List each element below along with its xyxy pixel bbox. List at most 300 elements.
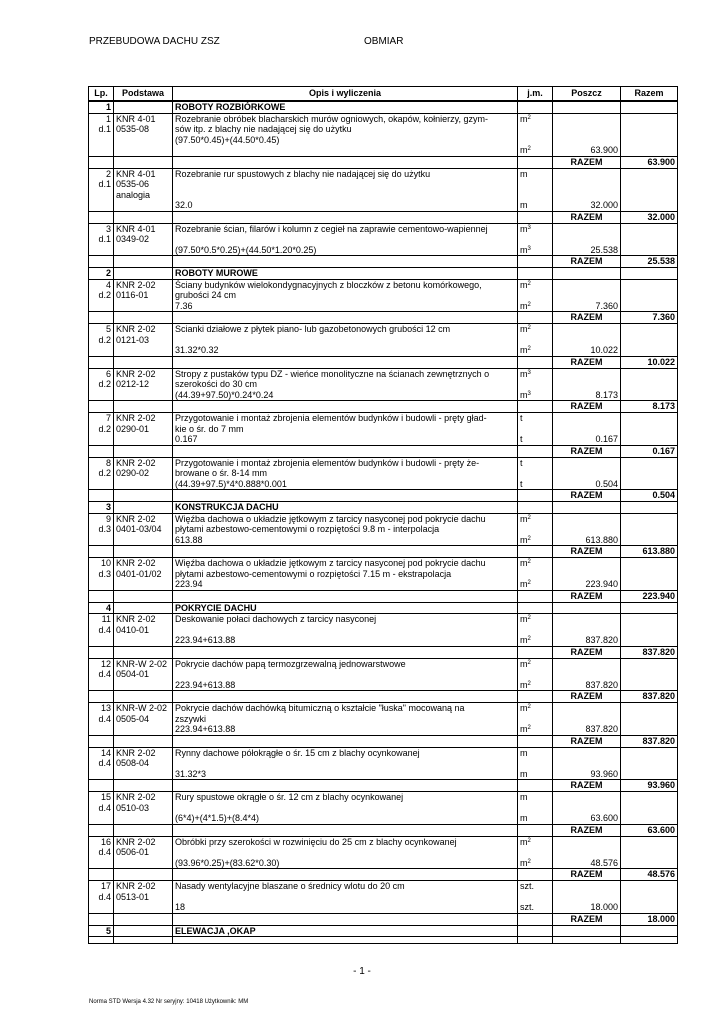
podstawa-cell [114,902,173,913]
lp-cell: d.1 [89,234,114,245]
podstawa-cell [114,345,173,356]
poszcz-cell [553,124,621,135]
lp-cell [89,145,114,156]
podstawa-cell: 0513-01 [114,892,173,903]
poszcz-cell [553,836,621,847]
razem-cell [621,724,678,735]
table-row [89,245,678,256]
podstawa-cell [114,312,173,324]
razem-cell [621,135,678,146]
lp-cell [89,190,114,201]
unit-cell: $m^2$ [518,614,553,625]
unit-cell: t [518,457,553,468]
lp-cell: 8 [89,457,114,468]
lp-cell [89,401,114,413]
lp-cell: 4 [89,602,114,614]
podstawa-cell: KNR 2-02 [114,558,173,569]
opis-cell [173,156,518,168]
lp-cell [89,156,114,168]
table-row [89,479,678,490]
podstawa-cell: KNR 2-02 [114,747,173,758]
table-row [89,368,678,379]
podstawa-cell [114,579,173,590]
podstawa-cell [114,434,173,445]
unit-cell [518,892,553,903]
razem-cell [621,925,678,937]
podstawa-cell [114,602,173,614]
razem-label: RAZEM [553,156,621,168]
unit-cell: $m^2$ [518,345,553,356]
razem-cell [621,268,678,280]
razem-cell [621,434,678,445]
podstawa-cell: 0116-01 [114,290,173,301]
podstawa-cell [114,535,173,546]
razem-cell [621,124,678,135]
razem-value: 0.504 [621,490,678,502]
unit-cell [518,335,553,346]
podstawa-cell [114,813,173,824]
unit-cell: t [518,434,553,445]
table-row [89,179,678,190]
unit-cell [518,691,553,703]
lp-cell [89,390,114,401]
lp-cell [89,200,114,211]
unit-cell: $m^2$ [518,324,553,335]
podstawa-cell: KNR 2-02 [114,324,173,335]
razem-row [89,445,678,457]
opis-cell: Więźba dachowa o układzie jętkowym z tarcicy nasyconej pod pokrycie dachu [173,513,518,524]
table-row [89,614,678,625]
table-row [89,625,678,636]
lp-cell: d.2 [89,424,114,435]
podstawa-cell [114,724,173,735]
opis-cell: browane o śr. 8-14 mm [173,468,518,479]
opis-cell: 223.94+613.88 [173,635,518,646]
column-header-lp: Lp. [89,87,114,102]
unit-exponent: 2 [527,659,531,666]
razem-value: 10.022 [621,356,678,368]
opis-cell [173,803,518,814]
unit-cell [518,735,553,747]
poszcz-cell [553,524,621,535]
lp-cell: d.4 [89,669,114,680]
opis-cell [173,546,518,558]
opis-cell: 7.36 [173,301,518,312]
poszcz-cell [553,803,621,814]
unit-cell [518,847,553,858]
unit-cell: $m^2$ [518,145,553,156]
unit-cell: szt. [518,881,553,892]
podstawa-cell: KNR 2-02 [114,614,173,625]
podstawa-cell: analogia [114,190,173,201]
lp-cell: d.1 [89,179,114,190]
poszcz-cell [553,925,621,937]
podstawa-cell: KNR 4-01 [114,168,173,179]
poszcz-cell [553,502,621,514]
poszcz-cell [553,558,621,569]
table-row [89,190,678,201]
opis-cell: Stropy z pustaków typu DZ - wieńce monolityczne na ścianach zewnętrznych o [173,368,518,379]
podstawa-cell [114,502,173,514]
opis-cell [173,490,518,502]
unit-cell: $m^2$ [518,113,553,124]
unit-exponent: 2 [527,725,531,731]
razem-cell [621,892,678,903]
unit-exponent: 2 [527,346,531,352]
lp-cell: 14 [89,747,114,758]
razem-row [89,356,678,368]
razem-row [89,546,678,558]
lp-cell [89,913,114,925]
poszcz-cell [553,379,621,390]
podstawa-cell [114,145,173,156]
table-row [89,200,678,211]
opis-cell [173,356,518,368]
table-row [89,714,678,725]
lp-cell: 12 [89,658,114,669]
opis-cell [173,937,518,944]
unit-cell: szt. [518,902,553,913]
podstawa-cell: 0504-01 [114,669,173,680]
lp-cell: d.4 [89,892,114,903]
razem-label: RAZEM [553,824,621,836]
lp-cell: 6 [89,368,114,379]
razem-cell [621,558,678,569]
lp-cell: d.4 [89,758,114,769]
opis-cell: Przygotowanie i montaż zbrojenia elementów budynków i budowli - pręty gład- [173,413,518,424]
unit-cell [518,234,553,245]
opis-cell [173,758,518,769]
poszcz-cell [553,179,621,190]
table-row [89,535,678,546]
razem-row [89,646,678,658]
razem-cell [621,245,678,256]
opis-cell: Pokrycie dachów papą termozgrzewalną jednowarstwowe [173,658,518,669]
podstawa-cell: KNR 2-02 [114,792,173,803]
table-row [89,635,678,646]
table-row [89,524,678,535]
lp-cell: 1 [89,113,114,124]
unit-cell: $m^2$ [518,635,553,646]
lp-cell [89,869,114,881]
measurement-table-body [89,101,678,944]
unit-cell: $m^2$ [518,703,553,714]
unit-cell [518,869,553,881]
unit-cell [518,590,553,602]
razem-row [89,691,678,703]
lp-cell: 16 [89,836,114,847]
opis-cell: kie o śr. do 7 mm [173,424,518,435]
unit-cell [518,401,553,413]
podstawa-cell [114,735,173,747]
poszcz-cell [553,658,621,669]
unit-exponent: 2 [527,615,531,621]
razem-label: RAZEM [553,869,621,881]
razem-label: RAZEM [553,211,621,223]
table-row [89,457,678,468]
opis-cell [173,312,518,324]
lp-cell: d.4 [89,625,114,636]
razem-cell [621,335,678,346]
table-row [89,902,678,913]
unit-cell: m [518,769,553,780]
razem-cell [621,569,678,580]
unit-cell [518,135,553,146]
table-row [89,703,678,714]
razem-cell [621,937,678,944]
podstawa-cell [114,590,173,602]
table-row [89,836,678,847]
razem-cell [621,457,678,468]
table-row [89,669,678,680]
razem-row [89,490,678,502]
razem-value: 0.167 [621,445,678,457]
unit-cell [518,925,553,937]
unit-cell [518,124,553,135]
lp-cell [89,479,114,490]
unit-exponent: 3 [527,369,531,376]
poszcz-cell [553,602,621,614]
razem-cell [621,290,678,301]
unit-cell [518,524,553,535]
table-row [89,135,678,146]
lp-cell [89,646,114,658]
razem-cell [621,301,678,312]
opis-cell [173,256,518,268]
razem-label: RAZEM [553,691,621,703]
unit-cell: $m^2$ [518,558,553,569]
document-header-section: OBMIAR [364,36,404,47]
unit-cell: t [518,479,553,490]
poszcz-cell [553,223,621,234]
razem-cell [621,179,678,190]
unit-exponent: 2 [527,325,531,331]
podstawa-cell [114,268,173,280]
razem-cell [621,413,678,424]
column-header-podstawa: Podstawa [114,87,173,102]
razem-value: 25.538 [621,256,678,268]
unit-cell: m [518,747,553,758]
razem-value: 837.820 [621,691,678,703]
opis-cell [173,847,518,858]
lp-cell [89,312,114,324]
razem-cell [621,579,678,590]
razem-row [89,256,678,268]
poszcz-cell [553,113,621,124]
podstawa-cell: KNR 4-01 [114,223,173,234]
opis-cell: (44.39+97.5)*4*0.888*0.001 [173,479,518,490]
opis-cell [173,234,518,245]
poszcz-cell [553,513,621,524]
footer-software-info: Norma STD Wersja 4.32 Nr seryjny: 10418 Użytkownik: MM [89,999,249,1005]
podstawa-cell [114,646,173,658]
poszcz-cell [553,792,621,803]
lp-cell [89,211,114,223]
table-row [89,558,678,569]
unit-cell: t [518,413,553,424]
unit-cell: m [518,792,553,803]
lp-cell [89,535,114,546]
table-row [89,680,678,691]
razem-value: 48.576 [621,869,678,881]
podstawa-cell: KNR 4-01 [114,113,173,124]
razem-cell [621,714,678,725]
lp-cell [89,902,114,913]
poszcz-cell [553,625,621,636]
opis-cell [173,869,518,881]
unit-cell [518,490,553,502]
razem-cell [621,513,678,524]
podstawa-cell: 0290-01 [114,424,173,435]
table-header-row [89,87,678,102]
opis-cell: ROBOTY ROZBIÓRKOWE [173,101,518,113]
razem-cell [621,345,678,356]
podstawa-cell [114,546,173,558]
podstawa-cell: KNR 2-02 [114,457,173,468]
razem-cell [621,881,678,892]
table-row [89,658,678,669]
unit-exponent: 2 [527,146,531,152]
table-row [89,301,678,312]
razem-value: 18.000 [621,913,678,925]
unit-cell [518,913,553,925]
lp-cell [89,256,114,268]
table-row [89,424,678,435]
table-row [89,813,678,824]
poszcz-cell: 48.576 [553,858,621,869]
podstawa-cell [114,937,173,944]
unit-cell [518,502,553,514]
unit-exponent: 2 [527,636,531,642]
poszcz-cell: 10.022 [553,345,621,356]
opis-cell: KONSTRUKCJA DACHU [173,502,518,514]
section-row [89,101,678,113]
section-row [89,502,678,514]
poszcz-cell: 7.360 [553,301,621,312]
opis-cell: grubości 24 cm [173,290,518,301]
podstawa-cell: KNR-W 2-02 [114,703,173,714]
podstawa-cell: KNR 2-02 [114,368,173,379]
table-row [89,279,678,290]
opis-cell: Deskowanie połaci dachowych z tarcicy nasyconej [173,614,518,625]
podstawa-cell [114,401,173,413]
opis-cell: Nasady wentylacyjne blaszane o średnicy wlotu do 20 cm [173,881,518,892]
lp-cell: 3 [89,502,114,514]
razem-cell [621,390,678,401]
razem-cell [621,535,678,546]
razem-cell [621,223,678,234]
unit-cell: $m^2$ [518,724,553,735]
table-row [89,413,678,424]
opis-cell: Rozebranie obróbek blacharskich murów ogniowych, okapów, kołnierzy, gzym- [173,113,518,124]
unit-cell: $m^2$ [518,836,553,847]
unit-cell [518,669,553,680]
podstawa-cell: KNR 2-02 [114,413,173,424]
table-row [89,892,678,903]
razem-row [89,312,678,324]
opis-cell: Obróbki przy szerokości w rozwinięciu do 25 cm z blachy ocynkowanej [173,836,518,847]
unit-cell [518,780,553,792]
poszcz-cell [553,847,621,858]
podstawa-cell: 0535-06 [114,179,173,190]
razem-cell [621,836,678,847]
razem-value: 8.173 [621,401,678,413]
opis-cell: ELEWACJA ,OKAP [173,925,518,937]
table-row [89,290,678,301]
podstawa-cell: 0410-01 [114,625,173,636]
lp-cell [89,135,114,146]
razem-value: 93.960 [621,780,678,792]
poszcz-cell: 93.960 [553,769,621,780]
table-row [89,579,678,590]
podstawa-cell [114,925,173,937]
lp-cell [89,490,114,502]
table-row [89,747,678,758]
table-row [89,758,678,769]
opis-cell [173,913,518,925]
lp-cell [89,434,114,445]
razem-label: RAZEM [553,256,621,268]
unit-cell [518,824,553,836]
podstawa-cell: 0401-01/02 [114,569,173,580]
podstawa-cell [114,680,173,691]
unit-cell [518,625,553,636]
opis-cell: POKRYCIE DACHU [173,602,518,614]
opis-cell: Więźba dachowa o układzie jętkowym z tarcicy nasyconej pod pokrycie dachu [173,558,518,569]
poszcz-cell [553,413,621,424]
unit-exponent: 2 [527,704,531,710]
unit-cell: $m^2$ [518,658,553,669]
opis-cell [173,691,518,703]
poszcz-cell [553,881,621,892]
opis-cell: 32.0 [173,200,518,211]
poszcz-cell [553,268,621,280]
razem-cell [621,792,678,803]
opis-cell: zszywki [173,714,518,725]
opis-cell: Przygotowanie i montaż zbrojenia elementów budynków i budowli - pręty że- [173,457,518,468]
unit-cell [518,424,553,435]
lp-cell: 9 [89,513,114,524]
podstawa-cell: 0535-08 [114,124,173,135]
razem-cell [621,379,678,390]
opis-cell [173,401,518,413]
measurement-table [88,86,678,944]
razem-row [89,869,678,881]
lp-cell [89,824,114,836]
unit-cell [518,569,553,580]
razem-cell [621,279,678,290]
opis-cell [173,211,518,223]
page-number: - 1 - [353,966,371,977]
opis-cell [173,190,518,201]
unit-cell: m [518,200,553,211]
razem-value: 223.940 [621,590,678,602]
lp-cell: d.4 [89,803,114,814]
table-row [89,847,678,858]
razem-cell [621,200,678,211]
section-row [89,268,678,280]
podstawa-cell: 0349-02 [114,234,173,245]
razem-label: RAZEM [553,356,621,368]
lp-cell [89,345,114,356]
lp-cell [89,356,114,368]
poszcz-cell [553,569,621,580]
podstawa-cell [114,490,173,502]
unit-cell [518,937,553,944]
unit-cell [518,211,553,223]
lp-cell: 11 [89,614,114,625]
table-row [89,792,678,803]
